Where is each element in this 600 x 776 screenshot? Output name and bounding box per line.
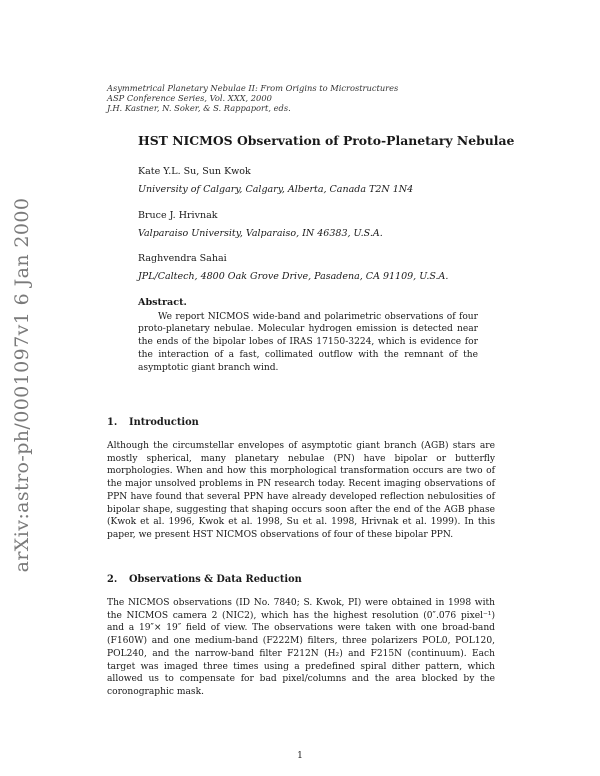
abstract bbox=[138, 297, 478, 374]
abstract-label: Abstract. bbox=[138, 297, 187, 308]
section-heading-introduction bbox=[107, 417, 199, 428]
abstract-text: We report NICMOS wide-band and polarimetric observations of four proto-planetary nebulae. Molecular hydrogen emission is detected near the ends of the bipolar lobes of IRAS 17150-3224, which is evidence for the interaction of a fast, collimated outflow with the remnant of the asymptotic giant branch wind. bbox=[138, 311, 478, 373]
author-affiliation: Valparaiso University, Valparaiso, IN 46383, U.S.A. bbox=[138, 228, 383, 239]
section-title: Observations & Data Reduction bbox=[129, 574, 302, 585]
arxiv-identifier-text: arXiv:astro-ph/0001097v1 6 Jan 2000 bbox=[11, 197, 33, 573]
header-line-1: Asymmetrical Planetary Nebulae II: From Origins to Microstructures bbox=[107, 83, 399, 93]
section-number: 1. bbox=[107, 417, 118, 428]
header-line-3: J.H. Kastner, N. Soker, & S. Rappaport, eds. bbox=[107, 103, 291, 113]
author-affiliation: University of Calgary, Calgary, Alberta, Canada T2N 1N4 bbox=[138, 184, 414, 195]
section-title: Introduction bbox=[129, 417, 199, 428]
author-block-3 bbox=[138, 250, 498, 286]
author-names: Kate Y.L. Su, Sun Kwok bbox=[138, 166, 251, 177]
header-line-2: ASP Conference Series, Vol. XXX, 2000 bbox=[107, 93, 272, 103]
conference-header bbox=[107, 83, 507, 113]
author-names: Raghvendra Sahai bbox=[138, 253, 227, 264]
author-names: Bruce J. Hrivnak bbox=[138, 210, 218, 221]
section-body-introduction: Although the circumstellar envelopes of asymptotic giant branch (AGB) stars are mostly spherical, many planetary nebulae (PN) have bipolar or butterfly morphologies. When and how this morphological transformation occurs are two of the major unsolved problems in PN research today. Recent imaging observations of PPN have found that several PPN have already developed reflection nebulosities of bipolar shape, suggesting that shaping occurs soon after the end of the AGB phase (Kwok et al. 1996, Kwok et al. 1998, Su et al. 1998, Hrivnak et al. 1999). In this paper, we present HST NICMOS observations of four of these bipolar PPN. bbox=[107, 441, 495, 540]
arxiv-identifier bbox=[8, 197, 36, 573]
paper-title: HST NICMOS Observation of Proto-Planetary Nebulae bbox=[138, 133, 515, 148]
author-block-2 bbox=[138, 207, 498, 243]
page-number: 1 bbox=[297, 751, 303, 761]
section-body-observations: The NICMOS observations (ID No. 7840; S. Kwok, PI) were obtained in 1998 with the NICMOS camera 2 (NIC2), which has the highest resolution (0″.076 pixel⁻¹) and a 19″× 19″ field of view. The observations were taken with one broad-band (F160W) and one medium-band (F222M) filters, three polarizers POL0, POL120, POL240, and the narrow-band filter F212N (H₂) and F215N (continuum). Each target was imaged three times using a predefined spiral dither pattern, which allowed us to compensate for bad pixel/columns and the area blocked by the coronographic mask. bbox=[107, 598, 495, 697]
section-heading-observations bbox=[107, 574, 302, 585]
section-number: 2. bbox=[107, 574, 118, 585]
author-block-1 bbox=[138, 163, 498, 199]
author-affiliation: JPL/Caltech, 4800 Oak Grove Drive, Pasadena, CA 91109, U.S.A. bbox=[138, 271, 449, 282]
